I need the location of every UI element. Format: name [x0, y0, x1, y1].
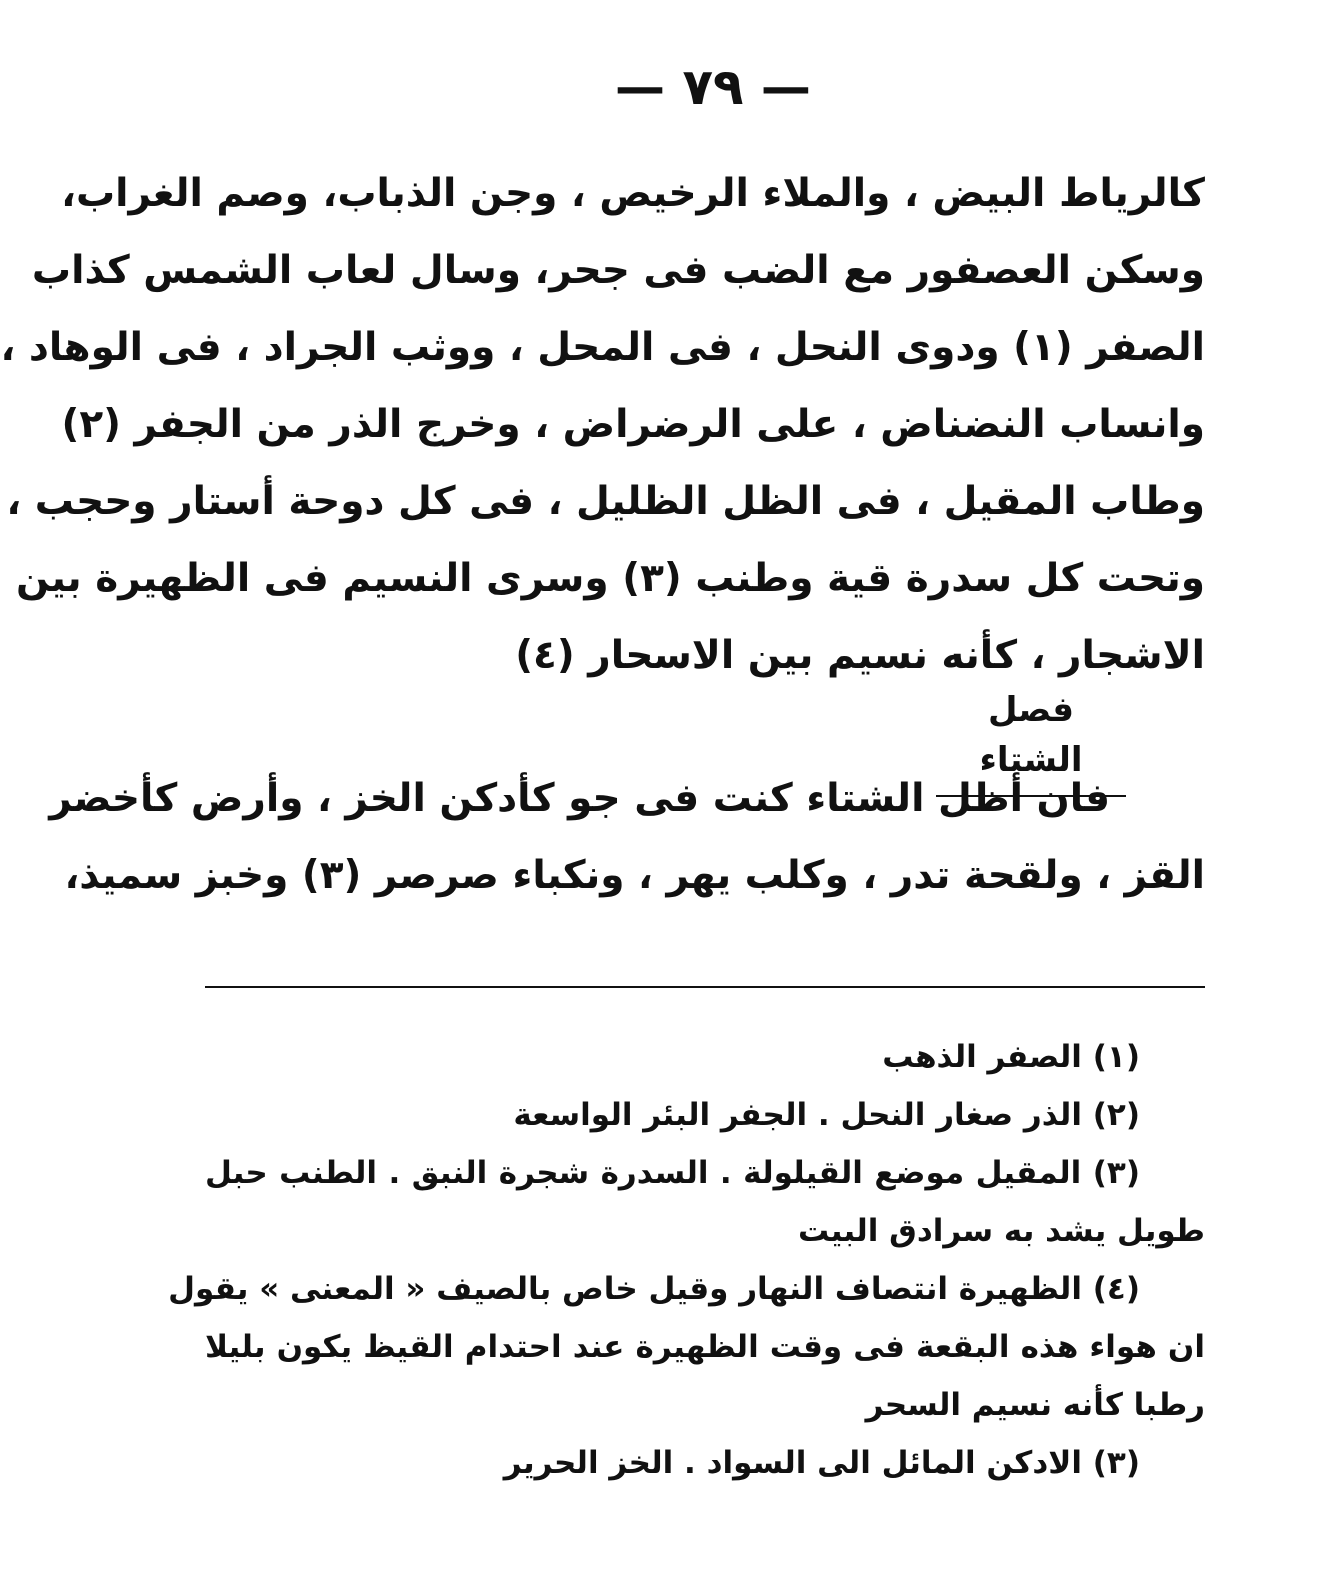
- text-line: وسكن العصفور مع الضب فى جحر، وسال لعاب الشمس كذاب: [31, 248, 1205, 293]
- footnote-line: طويل يشد به سرادق البيت: [797, 1213, 1205, 1249]
- footnote-line: (١) الصفر الذهب: [882, 1039, 1140, 1075]
- footnote-line: رطبا كأنه نسيم السحر: [865, 1387, 1205, 1423]
- text-line: كالرياط البيض ، والملاء الرخيص ، وجن الذباب، وصم الغراب،: [61, 171, 1205, 216]
- text-line: الاشجار ، كأنه نسيم بين الاسحار (٤): [515, 633, 1205, 678]
- footnote-divider: [205, 986, 1205, 988]
- text-line: الصفر (١) ودوى النحل ، فى المحل ، ووثب الجراد ، فى الوهاد ،: [0, 325, 1205, 370]
- text-line: وتحت كل سدرة قية وطنب (٣) وسرى النسيم فى الظهيرة بين: [16, 556, 1205, 601]
- footnote-line: ان هواء هذه البقعة فى وقت الظهيرة عند احتدام القيظ يكون بليلا: [205, 1329, 1205, 1365]
- section-heading: فصل الشتاء: [979, 690, 1083, 780]
- section-text-block: [49, 760, 1205, 914]
- text-line: وطاب المقيل ، فى الظل الظليل ، فى كل دوحة أستار وحجب ،: [6, 479, 1205, 524]
- footnotes-block: [168, 1028, 1205, 1492]
- footnote-line: (٤) الظهيرة انتصاف النهار وقيل خاص بالصيف « المعنى » يقول: [168, 1271, 1140, 1307]
- main-text-block: [0, 155, 1205, 694]
- text-line: فان أظل الشتاء كنت فى جو كأدكن الخز ، وأرض كأخضر: [49, 776, 1110, 821]
- footnote-line: (٣) المقيل موضع القيلولة . السدرة شجرة النبق . الطنب حبل: [205, 1155, 1140, 1191]
- footnote-line: (٢) الذر صغار النحل . الجفر البئر الواسعة: [513, 1097, 1140, 1133]
- text-line: وانساب النضناض ، على الرضراض ، وخرج الذر من الجفر (٢): [61, 402, 1205, 447]
- page-number: — ٧٩ —: [615, 58, 811, 116]
- text-line: القز ، ولقحة تدر ، وكلب يهر ، ونكباء صرصر (٣) وخبز سميذ،: [64, 853, 1205, 898]
- footnote-line: (٣) الادكن المائل الى السواد . الخز الحرير: [503, 1445, 1140, 1481]
